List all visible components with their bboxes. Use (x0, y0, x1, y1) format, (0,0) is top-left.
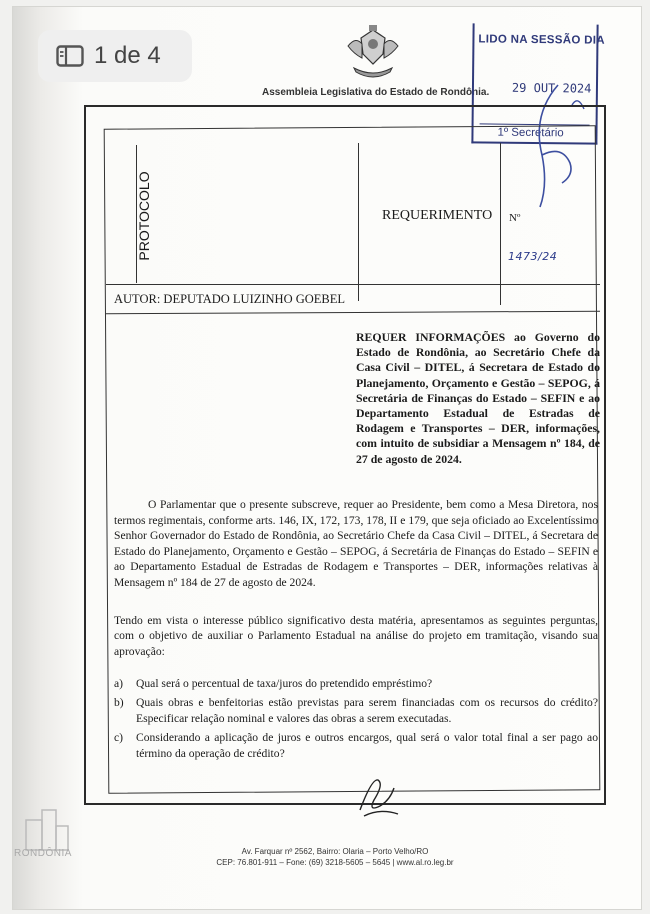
list-item (114, 695, 598, 726)
stamp-role: 1º Secretário (497, 126, 564, 140)
list-item (114, 730, 598, 761)
table-divider (500, 143, 501, 305)
watermark-logo-text: RONDÔNIA (14, 848, 72, 859)
document-type-label: REQUERIMENTO (382, 208, 493, 223)
question-text: Qual será o percentual de taxa/juros do pretendido empréstimo? (136, 677, 433, 690)
author-line: AUTOR: DEPUTADO LUIZINHO GOEBEL (114, 292, 346, 306)
body-paragraph-2: Tendo em vista o interesse público significativo desta matéria, apresentamos as seguintes perguntas, com o objetivo de auxiliar o Parlamento Estadual na análise do projeto em tramitação, visando sua aprovação: (114, 614, 598, 658)
list-item (114, 676, 598, 691)
question-text: Considerando a aplicação de juros e outros encargos, qual será o valor total final a ser pago ao término da operação de crédito? (136, 731, 598, 760)
question-text: Quais obras e benfeitorias estão previstas para serem financiadas com os recursos do crédito? Especificar relação nominal e valores das obras a serem executadas. (136, 696, 598, 725)
protocolo-label: PROTOCOLO (136, 171, 152, 261)
author-signature (354, 770, 404, 822)
page-indicator-badge[interactable] (38, 30, 192, 82)
body-paragraph-1: O Parlamentar que o presente subscreve, requer ao Presidente, bem como a Mesa Diretora, nos termos regimentais, conforme arts. 146, IX, 172, 173, 178, II e 179, que seja oficiado ao Excelentíssimo Senhor Governador do Estado de Rondônia, ao Secretário Chefe da Casa Civil – DITEL, á Secretara de Estado do Planejamento, Orçamento e Gestão – SEPOG, á Secretária de Finanças do Estado – SEFIN e ao Departamento Estadual de Estradas de Rodagem e Transportes – DER, informações relativas à Mensagem nº 184 de 27 de agosto de 2024. (114, 498, 598, 589)
question-letter: c) (114, 731, 124, 745)
institution-name: Assembleia Legislativa do Estado de Rondônia. (262, 87, 490, 98)
state-crest-icon (340, 24, 406, 82)
footer-contact-line: CEP: 76.801-911 – Fone: (69) 3218-5605 – 5645 | www.al.ro.leg.br (216, 858, 454, 867)
question-letter: a) (114, 677, 124, 690)
number-value: 1473/24 (508, 250, 558, 263)
footer-address (200, 846, 470, 868)
table-divider (106, 284, 600, 285)
number-label: Nº (509, 212, 521, 224)
table-divider (358, 143, 359, 301)
questions-list (114, 676, 598, 765)
stamp-date: 29 OUT 2024 (511, 80, 592, 96)
question-letter: b) (114, 696, 124, 710)
ementa-summary: REQUER INFORMAÇÕES ao Governo do Estado de Rondônia, ao Secretário Chefe da Casa Civil – DITEL, á Secretara de Estado do Planejamento, Orçamento e Gestão – SEPOG, á Secretária de Finanças do Estado – SEFIN e ao Departamento Estadual de Estradas de Rodagem e Transportes – DER, informações, com intuito de subsidiar a Mensagem nº 184, de 27 de agosto de 2024. (356, 330, 600, 466)
page-indicator-label: 1 de 4 (94, 42, 161, 69)
stamp-title: LIDO NA SESSÃO DIA (478, 33, 605, 47)
footer-address-line: Av. Farquar nº 2562, Bairro: Olaria – Porto Velho/RO (241, 847, 429, 856)
sidebar-icon (56, 45, 84, 67)
